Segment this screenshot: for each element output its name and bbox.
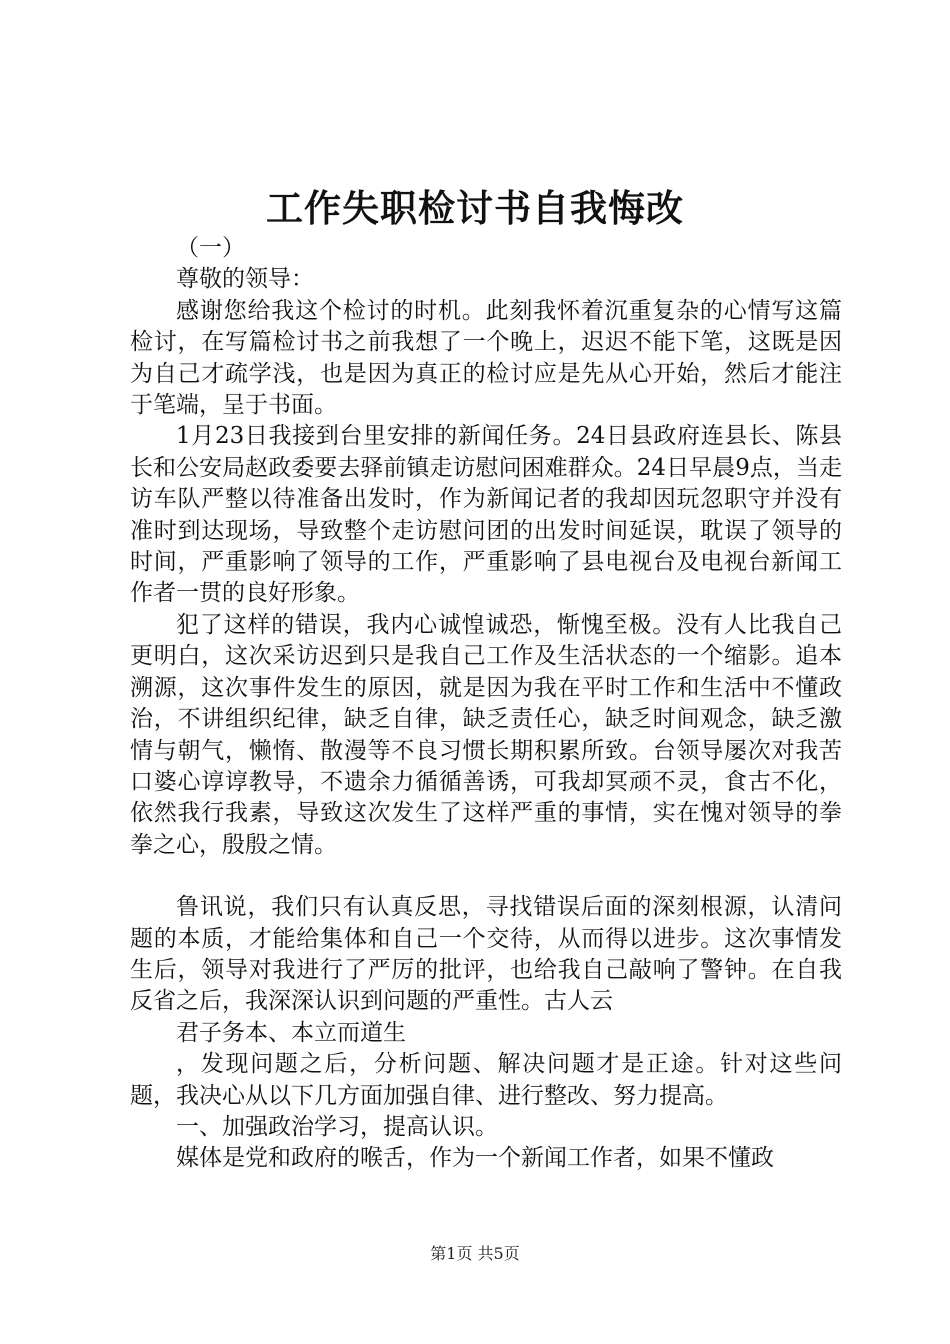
- salutation: 尊敬的领导：: [176, 266, 314, 293]
- paragraph: 感谢您给我这个检讨的时机。此刻我怀着沉重复杂的心情写这篇检讨，在写篇检讨书之前我想了一个晚上，迟迟不能下笔，这既是因为自己才疏学浅，也是因为真正的检讨应是先从心开始，然后才能注于笔端，呈于书面。: [130, 297, 842, 419]
- page-footer: 第1页 共5页: [430, 1244, 520, 1263]
- paragraph-gap: [130, 861, 842, 892]
- paragraph: ，发现问题之后，分析问题、解决问题才是正途。针对这些问题，我决心从以下几方面加强自律、进行整改、努力提高。: [130, 1051, 842, 1109]
- paragraph: 犯了这样的错误，我内心诚惶诚恐，惭愧至极。没有人比我自己更明白，这次采访迟到只是我自己工作及生活状态的一个缩影。追本溯源，这次事件发生的原因，就是因为我在平时工作和生活中不懂政治，不讲组织纪律，缺乏自律，缺乏责任心，缺乏时间观念，缺乏激情与朝气，懒惰、散漫等不良习惯长期积累所致。台领导屡次对我苦口婆心谆谆教导，不遗余力循循善诱，可我却冥顽不灵，食古不化，依然我行我素，导致这次发生了这样严重的事情，实在愧对领导的拳拳之心，殷殷之情。: [130, 611, 842, 858]
- paragraph: 鲁讯说，我们只有认真反思，寻找错误后面的深刻根源，认清问题的本质，才能给集体和自己一个交待，从而得以进步。这次事情发生后，领导对我进行了严厉的批评，也给我自己敲响了警钟。在自我反省之后，我深深认识到问题的严重性。古人云: [130, 894, 842, 1015]
- paragraph: 媒体是党和政府的喉舌，作为一个新闻工作者，如果不懂政: [176, 1145, 774, 1172]
- section-number: （一）: [176, 235, 245, 261]
- quotation: 君子务本、本立而道生: [176, 1019, 406, 1046]
- document-body: [130, 233, 842, 1175]
- paragraph: 1月23日我接到台里安排的新闻任务。24日县政府连县长、陈县长和公安局赵政委要去驿前镇走访慰问困难群众。24日早晨9点，当走访车队严整以待准备出发时，作为新闻记者的我却因玩忽职守并没有准时到达现场，导致整个走访慰问团的出发时间延误，耽误了领导的时间，严重影响了领导的工作，严重影响了县电视台及电视台新闻工作者一贯的良好形象。: [130, 423, 842, 607]
- document-title: 工作失职检讨书自我悔改: [266, 186, 684, 230]
- section-heading: 一、加强政治学习，提高认识。: [176, 1113, 498, 1140]
